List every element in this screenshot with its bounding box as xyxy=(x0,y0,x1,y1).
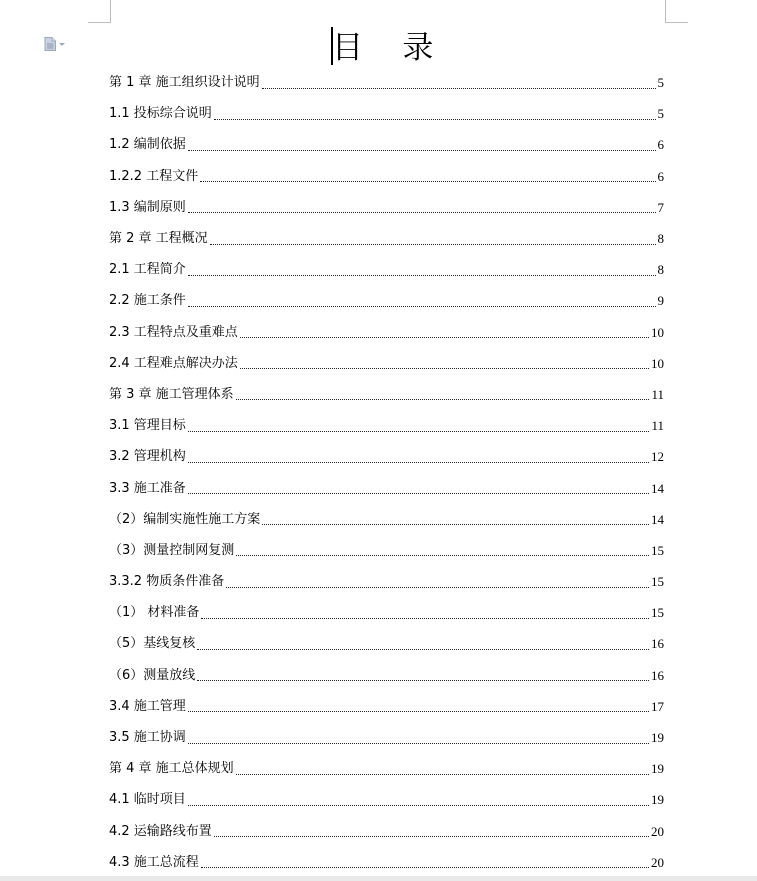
toc-page-number: 6 xyxy=(657,137,664,153)
toc-entry-label: 3.5 施工协调 xyxy=(109,730,186,746)
toc-entry-label: （6）测量放线 xyxy=(109,667,196,683)
toc-dot-leader xyxy=(210,243,656,245)
toc-entry-label: （1） 材料准备 xyxy=(109,605,200,621)
toc-entry[interactable] xyxy=(109,98,664,129)
toc-entry-label: 1.2.2 工程文件 xyxy=(109,168,199,184)
toc-dot-leader xyxy=(200,180,655,182)
toc-entry-label: 2.2 施工条件 xyxy=(109,293,186,309)
toc-entry-label: 4.1 临时项目 xyxy=(109,792,186,808)
toc-dot-leader xyxy=(214,118,656,120)
toc-dot-leader xyxy=(214,835,649,837)
page-corner-mark-left xyxy=(88,0,111,23)
toc-dot-leader xyxy=(188,274,656,276)
toc-dot-leader xyxy=(188,742,649,744)
toc-entry[interactable] xyxy=(109,566,664,597)
page-title[interactable]: 目 录 xyxy=(332,29,434,66)
toc-entry[interactable] xyxy=(109,192,664,223)
toc-entry[interactable] xyxy=(109,847,664,878)
toc-entry[interactable] xyxy=(109,691,664,722)
toc-entry[interactable] xyxy=(109,722,664,753)
toc-entry-label: 2.4 工程难点解决办法 xyxy=(109,355,238,371)
toc-page-number: 17 xyxy=(651,698,664,714)
toc-page-number: 20 xyxy=(651,854,664,870)
toc-dot-leader xyxy=(188,211,656,213)
toc-page-number: 8 xyxy=(657,231,664,247)
toc-entry-label: （3）测量控制网复测 xyxy=(109,542,235,558)
toc-page-number: 11 xyxy=(651,418,664,434)
toc-entry-label: 1.3 编制原则 xyxy=(109,199,186,215)
toc-page-number: 10 xyxy=(651,324,664,340)
toc-entry-label: 3.2 管理机构 xyxy=(109,449,186,465)
toc-entry-label: 第 2 章 工程概况 xyxy=(109,231,208,247)
toc-dot-leader xyxy=(188,804,649,806)
toc-entry-label: （5）基线复核 xyxy=(109,636,196,652)
toc-entry-label: 1.1 投标综合说明 xyxy=(109,106,212,122)
toc-entry-label: 3.4 施工管理 xyxy=(109,698,186,714)
toc-entry[interactable] xyxy=(109,597,664,628)
toc-entry[interactable] xyxy=(109,784,664,815)
toc-entry[interactable] xyxy=(109,379,664,410)
toc-dot-leader xyxy=(188,710,649,712)
toc-page-number: 5 xyxy=(657,106,664,122)
toc-entry-label: 2.1 工程简介 xyxy=(109,262,186,278)
toc-entry[interactable] xyxy=(109,660,664,691)
toc-entry-label: 3.3 施工准备 xyxy=(109,480,186,496)
toc-entry-label: 2.3 工程特点及重难点 xyxy=(109,324,238,340)
toc-page-number: 7 xyxy=(657,199,664,215)
toc-page-number: 19 xyxy=(651,761,664,777)
toc-dot-leader xyxy=(188,492,649,494)
toc-page-number: 5 xyxy=(657,75,664,91)
toc-page-number: 11 xyxy=(651,386,664,402)
document-page-icon xyxy=(44,37,56,51)
chevron-down-icon xyxy=(59,43,65,46)
toc-page-number: 10 xyxy=(651,355,664,371)
toc-page-number: 8 xyxy=(657,262,664,278)
toc-page-number: 15 xyxy=(651,542,664,558)
toc-entry[interactable] xyxy=(109,441,664,472)
page-bottom-edge xyxy=(0,876,757,881)
toc-entry[interactable] xyxy=(109,67,664,98)
toc-dot-leader xyxy=(188,430,650,432)
toc-entry[interactable] xyxy=(109,816,664,847)
toc-dot-leader xyxy=(226,586,649,588)
toc-dot-leader xyxy=(201,617,649,619)
toc-dot-leader xyxy=(188,461,649,463)
toc-entry-label: 1.2 编制依据 xyxy=(109,137,186,153)
toc-entry-label: 4.3 施工总流程 xyxy=(109,854,199,870)
toc-entry-label: 4.2 运输路线布置 xyxy=(109,823,212,839)
table-of-contents xyxy=(109,67,664,878)
toc-entry[interactable] xyxy=(109,223,664,254)
toc-entry[interactable] xyxy=(109,129,664,160)
toc-entry[interactable] xyxy=(109,753,664,784)
toc-entry[interactable] xyxy=(109,285,664,316)
toc-page-number: 16 xyxy=(651,636,664,652)
toc-entry[interactable] xyxy=(109,317,664,348)
toc-page-number: 14 xyxy=(651,480,664,496)
toc-dot-leader xyxy=(188,149,656,151)
toc-dot-leader xyxy=(188,305,656,307)
toc-entry-label: 3.1 管理目标 xyxy=(109,418,186,434)
toc-dot-leader xyxy=(236,398,650,400)
toc-entry-label: 第 3 章 施工管理体系 xyxy=(109,386,234,402)
toc-entry[interactable] xyxy=(109,348,664,379)
toc-page-number: 20 xyxy=(651,823,664,839)
toc-entry[interactable] xyxy=(109,254,664,285)
toc-entry-label: 3.3.2 物质条件准备 xyxy=(109,574,225,590)
toc-page-number: 14 xyxy=(651,511,664,527)
toc-dot-leader xyxy=(197,679,649,681)
toc-dot-leader xyxy=(236,554,649,556)
document-icon[interactable] xyxy=(44,37,70,51)
toc-entry-label: 第 4 章 施工总体规划 xyxy=(109,761,234,777)
toc-dot-leader xyxy=(262,87,656,89)
toc-page-number: 6 xyxy=(657,168,664,184)
toc-page-number: 12 xyxy=(651,449,664,465)
toc-page-number: 9 xyxy=(657,293,664,309)
toc-entry[interactable] xyxy=(109,161,664,192)
toc-dot-leader xyxy=(236,773,649,775)
toc-entry[interactable] xyxy=(109,535,664,566)
toc-page-number: 15 xyxy=(651,605,664,621)
toc-dot-leader xyxy=(240,336,649,338)
toc-dot-leader xyxy=(197,648,649,650)
toc-page-number: 19 xyxy=(651,730,664,746)
toc-entry[interactable] xyxy=(109,472,664,503)
page-corner-mark-right xyxy=(665,0,688,23)
toc-page-number: 15 xyxy=(651,574,664,590)
toc-page-number: 19 xyxy=(651,792,664,808)
toc-dot-leader xyxy=(262,523,649,525)
toc-entry-label: 第 1 章 施工组织设计说明 xyxy=(109,75,260,91)
toc-entry-label: （2）编制实施性施工方案 xyxy=(109,511,261,527)
toc-dot-leader xyxy=(240,367,649,369)
toc-entry[interactable] xyxy=(109,410,664,441)
toc-entry[interactable] xyxy=(109,504,664,535)
toc-page-number: 16 xyxy=(651,667,664,683)
toc-dot-leader xyxy=(201,866,649,868)
toc-entry[interactable] xyxy=(109,628,664,659)
